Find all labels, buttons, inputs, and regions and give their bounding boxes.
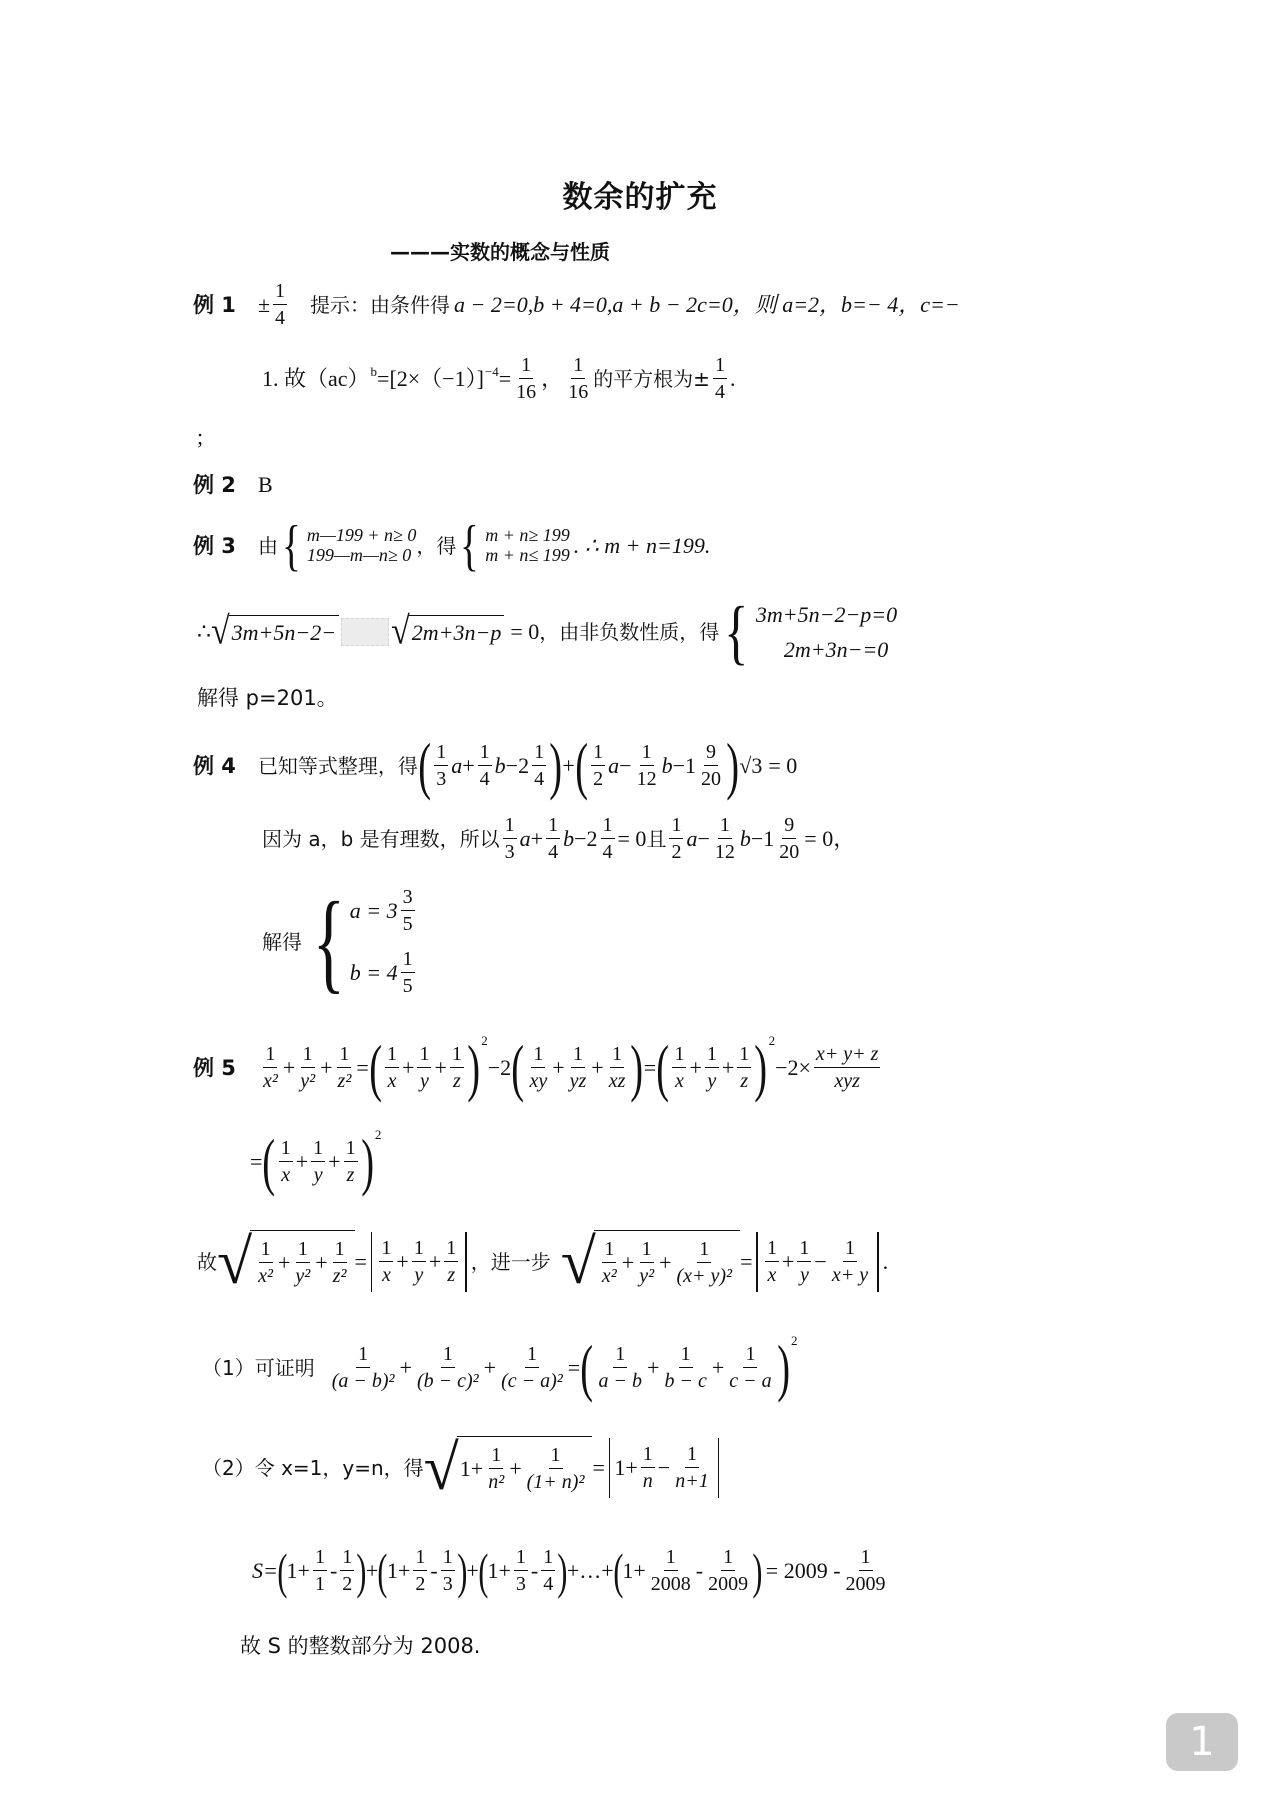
left-paren-icon: ( [418, 730, 431, 801]
ex1-sup-neg4: −4 [484, 363, 499, 379]
ex1-condition: a − 2=0,b + 4=0,a + b − 2c=0，则 a=2，b=− 4，c=− [454, 292, 960, 317]
ex1-line2 [262, 354, 735, 404]
ex3-line2 [197, 592, 898, 672]
ex1-line2-d: 的平方根为± [593, 367, 710, 391]
ex4-eq0c: = 0， [804, 826, 856, 851]
semicolon-line: ; [197, 424, 204, 449]
ex3-line1 [193, 515, 711, 577]
ex1-sup-b: b [370, 363, 378, 379]
therefore-symbol: ∴ [197, 619, 211, 644]
ex5-ellipsis: +…+ [566, 1558, 614, 1583]
ex5-xyz-fraction: $\frac{x+ y+ z}{\text{xyz}}$ [815, 1043, 879, 1092]
ex5-radical-3: √ 1+ $\frac{1}{\text{n²}}$ + $\frac{1}{\text{(1+ n)²}}$ [424, 1436, 593, 1500]
ex2-line [193, 474, 273, 496]
radical-sign-icon: √ [217, 1226, 253, 1297]
ex1-period: . [729, 366, 736, 391]
ex4-eq0: = 0 [768, 753, 798, 778]
left-brace-icon: { [312, 880, 346, 1004]
ex5-conclusion: 故 S 的整数部分为 2008. [240, 1634, 481, 1658]
ex1-line2-c: = [498, 366, 512, 391]
ex5-part1-label: （1）可证明 [202, 1356, 315, 1380]
ex5-part2: （2）令 x=1，y=n，得 √ 1+ $\frac{1}{\text{n²}}$ + $\frac{1}{\text{(1+ n)²}}$ = 1+ $\frac{1}{n}$ − $\frac{1}{n+1}$ [202, 1436, 723, 1500]
right-paren-icon: ) [549, 730, 563, 801]
ex5-eq-prefix: = [250, 1149, 263, 1174]
ex4-line1: 例 4 已知等式整理，得 ( $\frac{1}{3}$ a + $\frac{1}{4}$ b −2 $\frac{1}{4}$ ) + ( $\frac{1}{2}$ a − $\frac{1}{12}$ b −1 $\frac{9}{20}$ ) √3 = 0 [193, 730, 798, 801]
ex3-solve: 解得 p=201。 [197, 686, 338, 710]
ex5-line1: 例 5 $\frac{1}{\text{x²}}$ + $\frac{1}{\text{y²}}$ + $\frac{1}{\text{z²}}$ = ( $\frac{1}{x}$ + $\frac{1}{y}$ + $\frac{1}{z}$ ) 2 −2 ( $\frac{1}{xy}$ + $\frac{1}{yz}$ + $\frac{1}{xz}$ ) = ( $\frac{1}{x}$ + $\frac{1}{y}$ + $\frac{1}{z}$ ) 2 −2× $\frac{x+ y+ z}{\text{xyz}}$ [193, 1032, 879, 1103]
ex5-gu: 故 [197, 1250, 217, 1274]
ex3-de: ，得 [416, 534, 457, 558]
ex1-fraction-1-16: $\frac{1}{16}$ [516, 354, 537, 403]
left-brace-icon: { [460, 515, 480, 577]
left-paren-icon: ( [575, 730, 588, 801]
ex4-solved: 解得 [262, 930, 302, 954]
ex1-answer-fraction: $\frac{1}{4}$ [275, 280, 286, 329]
ex3-result-system: 3m+5n−2−p=0 2m+3n−=0 [755, 601, 898, 662]
ex3-system-2: m + n≥ 199 m + n≤ 199 [485, 525, 570, 565]
ex3-text: ，由非负数性质，得 [539, 620, 720, 644]
ex4-label: 例 4 [193, 753, 236, 778]
ex1-line2-a: 1. 故（ac） [262, 366, 370, 391]
left-brace-icon: { [724, 592, 749, 672]
ex4-solution [262, 880, 418, 1004]
ex5-s-result: = 2009 - [765, 1558, 841, 1583]
ex1-fraction-1-16-b: $\frac{1}{16}$ [568, 354, 589, 403]
ex4-sqrt3: √3 [739, 753, 763, 778]
radical-sign-icon: √ [391, 610, 410, 653]
ex3-you: 由 [257, 534, 278, 558]
ex1-comma: ， [541, 366, 564, 391]
ex1-line1 [193, 280, 960, 330]
ex5-label: 例 5 [193, 1055, 236, 1080]
ex3-label: 例 3 [193, 533, 236, 558]
ex4-intro: 已知等式整理，得 [257, 754, 418, 778]
ex5-sum-line: S= ( 1+ $\frac{1}{1}$ - $\frac{1}{2}$ ) + ( 1+ $\frac{1}{2}$ - $\frac{1}{3}$ ) + ( 1+ $\frac{1}{3}$ - $\frac{1}{4}$ ) +…+ ( 1+ $\frac{1}{2008}$ - $\frac{1}{2009}$ ) = 2009 - $\frac{1}{2009}$ [252, 1543, 886, 1599]
ex1-label: 例 1 [193, 292, 236, 317]
ex5-s-fraction: $\frac{1}{2009}$ [845, 1546, 886, 1595]
redacted-region [341, 618, 389, 646]
ex4-solution-system: a = 3 $\frac{3}{5}$ b = 4 $\frac{1}{5}$ [349, 886, 413, 997]
ex3-system-1: m—199 + n≥ 0 199—m—n≥ 0 [306, 525, 417, 565]
radical-sign-icon: √ [560, 1226, 596, 1297]
ex5-radical-2: √ $\frac{1}{\text{x²}}$ + $\frac{1}{\text{y²}}$ + $\frac{1}{\text{(x+ y)²}}$ [561, 1230, 740, 1294]
ex3-radical-1: √ 3m+5n−2− [211, 615, 339, 649]
ex5-times: −2× [775, 1055, 811, 1080]
page-subtitle: ———实数的概念与性质 [390, 240, 610, 264]
radical-sign-icon: √ [423, 1432, 459, 1503]
page-title: 数余的扩充 [562, 180, 718, 215]
ex4-and: 且 [646, 827, 667, 851]
ex4-line2: 因为 a，b 是有理数，所以 $\frac{1}{3}$ a + $\frac{1}{4}$ b −2 $\frac{1}{4}$ = 0 且 $\frac{1}{2}$ a − $\frac{1}{12}$ b −1 $\frac{9}{20}$ = 0， [262, 814, 856, 863]
ex4-line2-intro: 因为 a，b 是有理数，所以 [262, 827, 500, 851]
ex2-answer: B [257, 472, 273, 497]
right-paren-icon: ) [726, 730, 740, 801]
ex1-line2-b: =[2×（−1）] [377, 366, 484, 391]
ex1-answer-sign: ± [257, 292, 271, 317]
ex5-line2: = ( $\frac{1}{x}$ + $\frac{1}{y}$ + $\frac{1}{z}$ ) 2 [250, 1126, 382, 1197]
ex5-s-prefix: S= [252, 1558, 278, 1583]
ex5-further: ，进一步 [470, 1250, 551, 1274]
ex3-eq0: = 0 [510, 619, 540, 644]
ex2-label: 例 2 [193, 472, 236, 497]
ex5-part2-label: （2）令 x=1，y=n，得 [202, 1456, 424, 1480]
ex3-radical-2: √ 2m+3n−p [391, 615, 504, 649]
ex5-period: . [882, 1249, 889, 1274]
ex3-conclusion: . ∴ m + n=199. [573, 533, 711, 558]
ex1-fraction-1-4: $\frac{1}{4}$ [714, 354, 725, 403]
ex5-line3: 故 √ $\frac{1}{\text{x²}}$ + $\frac{1}{\text{y²}}$ + $\frac{1}{\text{z²}}$ = $\frac{1}{x}$ + $\frac{1}{y}$ + $\frac{1}{z}$ ，进一步 √ $\frac{1}{\text{x²}}$ + $\frac{1}{\text{y²}}$ + $\frac{1}{\text{(x+ y)²}}$ = $\frac{1}{x}$ + $\frac{1}{y}$ − $\frac{1}{x+ y}$ . [197, 1226, 889, 1297]
page-number-badge: 1 [1166, 1713, 1238, 1771]
ex5-radical-1: √ $\frac{1}{\text{x²}}$ + $\frac{1}{\text{y²}}$ + $\frac{1}{\text{z²}}$ [217, 1230, 355, 1294]
radical-sign-icon: √ [211, 610, 230, 653]
ex1-hint: 提示：由条件得 [310, 293, 451, 317]
left-brace-icon: { [281, 515, 301, 577]
ex5-part1: （1）可证明 $\frac{1}{\text{(a − b)²}}$ + $\frac{1}{\text{(b − c)²}}$ + $\frac{1}{\text{(c − a)²}}$ = ( $\frac{1}{a - b}$ + $\frac{1}{b - c}$ + $\frac{1}{c - a}$ ) 2 [202, 1332, 798, 1403]
